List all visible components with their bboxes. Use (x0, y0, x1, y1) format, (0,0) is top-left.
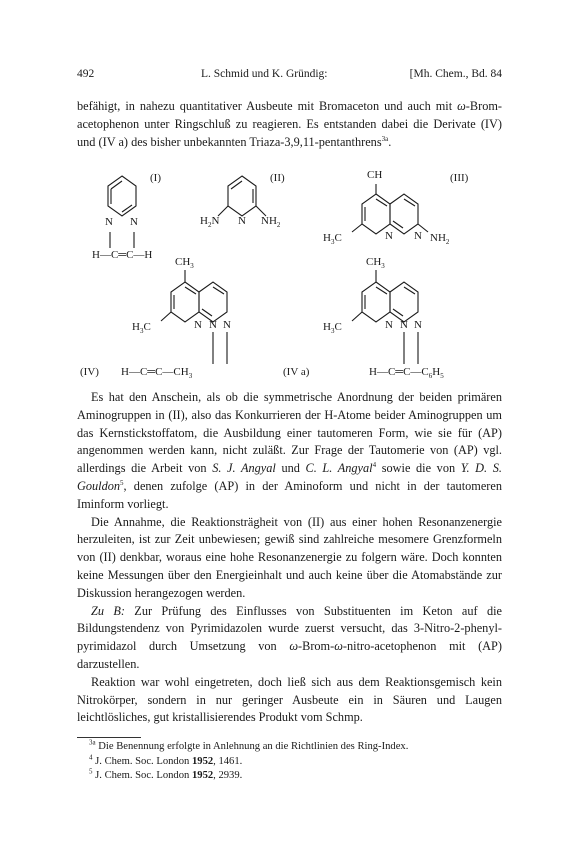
footnote-divider (77, 737, 141, 738)
intro-paragraph: befähigt, in nahezu quantitativer Ausbeute mit Bromaceton und auch mit ω-Brom-acetophenon unter Ringschluß zu reagieren. Es entstanden dabei die Derivate (IV) und (IV a) des bisher unbekannten Triaza-3,9,11-pentanthrens$^{3a}$. (77, 99, 502, 149)
running-header (77, 68, 502, 84)
structure-IV-bonds (161, 270, 227, 364)
label-structure-I: (I) (150, 172, 161, 184)
atom-N-II: N (238, 215, 246, 227)
atom-N2-IV: N (209, 319, 217, 331)
author-ref-angyal-cl: C. L. Angyal (305, 461, 373, 476)
header-authors: L. Schmid und K. Gründig: (201, 68, 328, 80)
structure-II-bonds (218, 176, 266, 216)
footnote-5: $^5$ J. Chem. Soc. London 1952, 2939. (89, 767, 243, 781)
paragraph-reaction: Reaktion war wohl eingetreten, doch ließ sich aus dem Reaktionsgemisch kein Nitrokörper, sondern in nur geringer Ausbeute ein in Säuren und Laugen leichtlösliches, gut kristallisierendes Produkt vom Schmp. (77, 674, 502, 725)
footnote-3a: $^{3a}$ Die Benennung erfolgte in Anlehnung an die Richtlinien des Ring-Index. (89, 738, 409, 752)
footnote-4: $^4$ J. Chem. Soc. London 1952, 1461. (89, 752, 243, 767)
chain-IVa: $H—C═C—C_6H_5$ (369, 366, 444, 381)
atom-N1-III: N (385, 230, 393, 242)
structure-bonds (80, 162, 520, 388)
group-H3C-IV: $H_3C$ (132, 321, 151, 336)
author-ref-gouldon: Y. D. S. Gouldon (77, 461, 502, 493)
group-NH2-III: $NH_2$ (430, 232, 450, 247)
atom-N2-III: N (414, 230, 422, 242)
group-NH2-II: $NH_2$ (261, 215, 281, 230)
paragraph-tautomerism: Es hat den Anschein, als ob die symmetrische Anordnung der beiden primären Aminogruppen in (II), also das Konkurrieren der H-Atome beider Aminogruppen um das Kernstickstoffatom, die Ausbildung einer tautomeren Form, wie sie für (AP) angenommen werden kann, nicht zuläßt. Zur Frage der Tautomerie von (AP) vgl. allerdings die Arbeit von S. J. Angyal und C. L. Angyal$^4$ sowie die von Y. D. S. Gouldon$^5$, denen zufolge (AP) in der Aminoform und nicht in der tautomeren Iminform vorliegt. (77, 390, 502, 511)
group-H2N-II: $H_2N$ (200, 215, 220, 230)
atom-N-I-right: N (130, 216, 138, 228)
header-journal: [Mh. Chem., Bd. 84 (409, 68, 502, 80)
group-H3C-IVa: $H_3C$ (323, 321, 342, 336)
footnote-ref-3a: 3a (381, 134, 389, 143)
atom-N3-IV: N (223, 319, 231, 331)
label-structure-IV: (IV) (80, 366, 99, 378)
label-structure-II: (II) (270, 172, 285, 184)
footnote-ref-4: 4 (372, 461, 377, 470)
author-ref-angyal-sj: S. J. Angyal (212, 461, 276, 476)
paragraph-resonance: Die Annahme, die Reaktionsträgheit von (II) aus einer hohen Resonanzenergie herzuleiten, ist zur Zeit unbewiesen; gewiß sind zahlreiche mesomere Grenzformeln von (II) denkbar, woraus eine hohe Resonanzenergie zu folgern wäre. Doch konnten keine Messungen über den Energieinhalt und auch keine über die Atomabstände zur Diskussion herangezogen werden. (77, 514, 502, 600)
group-CH-III: CH (367, 169, 383, 181)
group-H3C-III: $H_3C$ (323, 232, 342, 247)
atom-N1-IV: N (194, 319, 202, 331)
atom-N-I-left: N (105, 216, 113, 228)
chain-I: H—C═C—H (92, 249, 153, 261)
section-label-zu-b: Zu B: (91, 603, 125, 618)
atom-N3-IVa: N (414, 319, 422, 331)
label-structure-III: (III) (450, 172, 469, 184)
body-text (77, 389, 502, 727)
atom-N2-IVa: N (400, 319, 408, 331)
structure-IVa-bonds (352, 270, 418, 364)
atom-N1-IVa: N (385, 319, 393, 331)
chemical-structures (80, 162, 520, 388)
footnote-ref-5: 5 (120, 478, 124, 487)
page-number: 492 (77, 68, 95, 80)
chain-IV: $H—C═C—CH_3$ (121, 366, 193, 381)
footnotes (77, 740, 502, 784)
group-CH3-IVa: $CH_3$ (366, 256, 385, 271)
paragraph-zu-b: Zu B: Zur Prüfung des Einflusses von Substituenten im Keton auf die Bildungstendenz von Pyrimidazolen wurde zuerst versucht, das 3-Nitro-2-phenyl-pyrimidazol durch Umsetzung von ω-Brom-ω-nitro-acetophenon mit (AP) darzustellen. (77, 603, 502, 671)
structure-I-bonds (108, 176, 136, 248)
structure-III-bonds (352, 184, 428, 234)
group-CH3-IV: $CH_3$ (175, 256, 194, 271)
label-structure-IVa: (IV a) (283, 366, 310, 378)
